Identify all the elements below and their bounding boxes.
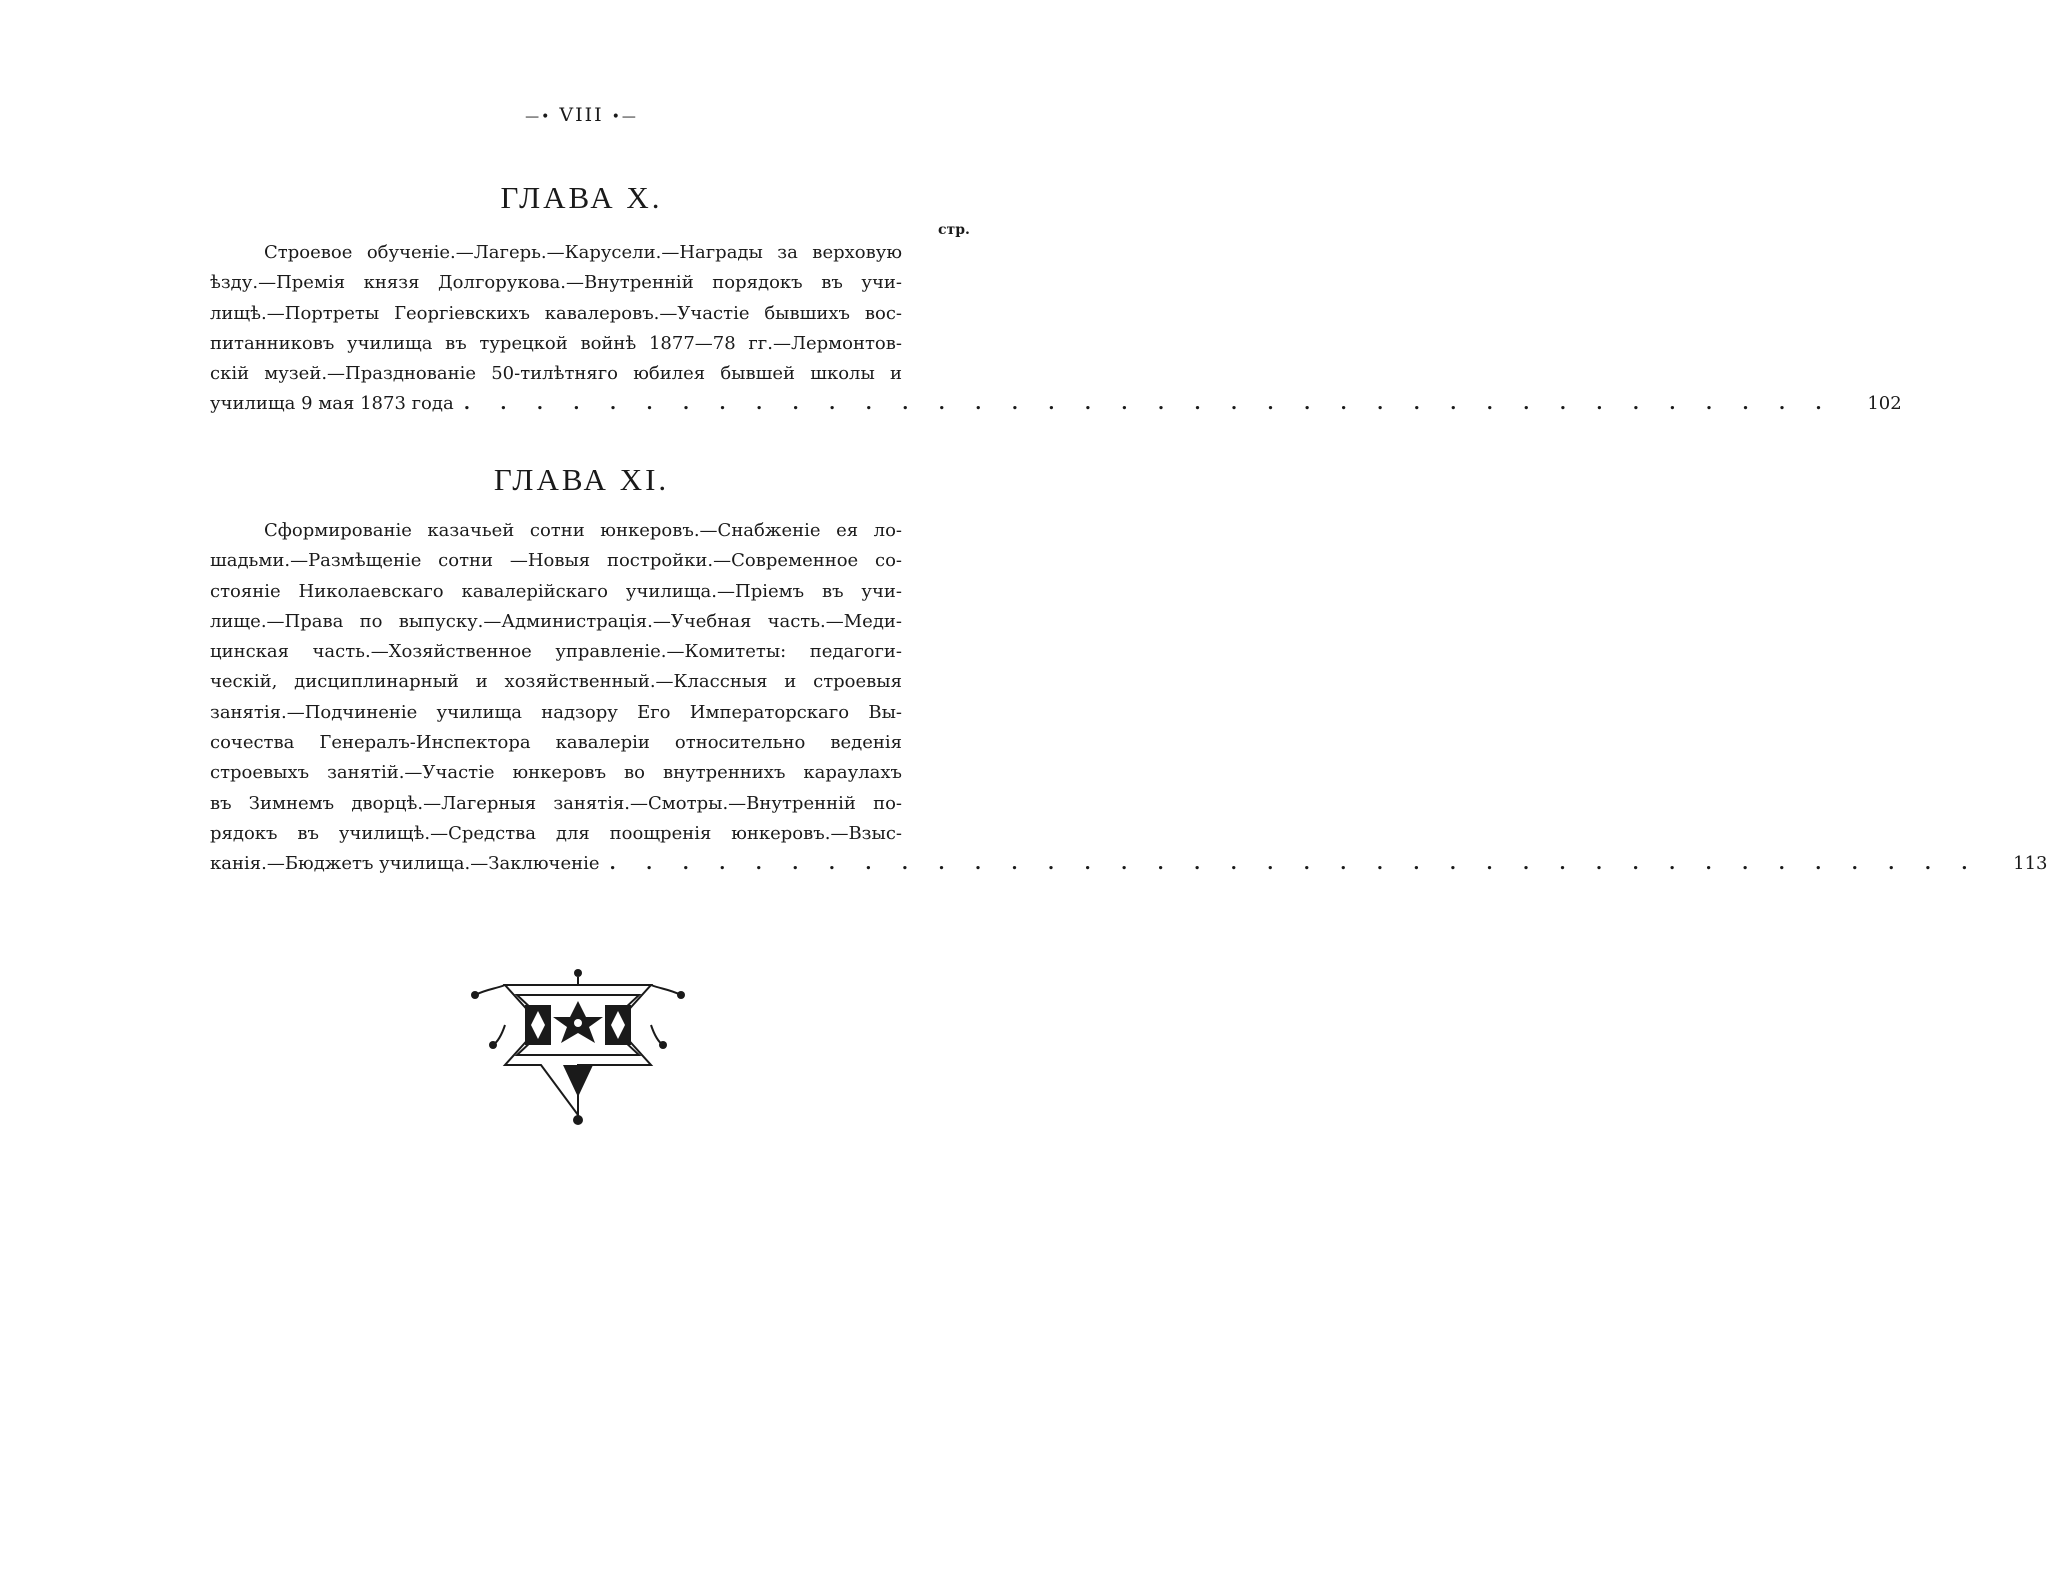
- dot-leader: . . . . . . . . . . . . . . . . . . . . . . . . . . . . . . . . . . . . . .: [609, 853, 1980, 875]
- tailpiece-ornament: [465, 965, 691, 1130]
- toc-line: [210, 238, 970, 268]
- toc-line: [210, 758, 970, 788]
- chapter-11-title: ГЛАВА XI.: [493, 462, 670, 497]
- toc-line-text: лищѣ.—Портреты Георгіевскихъ кавалеровъ.—Участіе бывшихъ вос-: [210, 302, 902, 324]
- toc-line-text: шадьми.—Размѣщеніе сотни —Новыя постройки.—Современное со-: [210, 550, 902, 572]
- toc-line-text: скій музей.—Празднованіе 50-тилѣтняго юбилея бывшей школы и: [210, 363, 902, 385]
- toc-line: [210, 359, 970, 389]
- page-number-text: VIII: [559, 104, 604, 126]
- ornament-dash-left: —•: [525, 109, 552, 125]
- toc-line-text: Сформированіе казачьей сотни юнкеровъ.—Снабженіе ея ло-: [264, 520, 902, 541]
- toc-line-text: занятія.—Подчиненіе училища надзору Его Императорскаго Вы-: [210, 701, 902, 723]
- page-column-header: стр.: [938, 222, 970, 238]
- toc-line-text: сочества Генералъ-Инспектора кавалеріи относительно веденія: [210, 732, 902, 754]
- chapter-11-page: 113: [2013, 853, 2048, 875]
- toc-line-text: ѣзду.—Премія князя Долгорукова.—Внутренній порядокъ въ учи-: [210, 272, 902, 294]
- toc-line-text: рядокъ въ училищѣ.—Средства для поощренія юнкеровъ.—Взыс-: [210, 822, 902, 844]
- toc-line: [210, 728, 970, 758]
- toc-line-last: [210, 849, 2048, 879]
- toc-line: [210, 299, 970, 329]
- page-number: [0, 104, 1163, 126]
- toc-line: [210, 329, 970, 359]
- toc-line-text: строевыхъ занятій.—Участіе юнкеровъ во внутреннихъ караулахъ: [210, 762, 902, 784]
- toc-line-text: канія.—Бюджетъ училища.—Заключеніе: [210, 853, 600, 875]
- toc-line-text: училища 9 мая 1873 года: [210, 393, 454, 415]
- toc-line: [210, 637, 970, 667]
- toc-line-last: [210, 389, 1902, 419]
- chapter-10-title: ГЛАВА X.: [500, 180, 663, 215]
- dot-leader: . . . . . . . . . . . . . . . . . . . . . . . . . . . . . . . . . . . . . .: [463, 393, 1834, 415]
- chapter-11-entry: [210, 516, 2048, 880]
- toc-line-text: Строевое обученіе.—Лагерь.—Карусели.—Награды за верховую: [264, 242, 902, 263]
- toc-line-text: лище.—Права по выпуску.—Администрація.—Учебная часть.—Меди-: [210, 610, 902, 632]
- toc-line: [210, 789, 970, 819]
- toc-line-text: въ Зимнемъ дворцѣ.—Лагерныя занятія.—Смотры.—Внутренній по-: [210, 792, 902, 814]
- toc-line-text: цинская часть.—Хозяйственное управленіе.—Комитеты: педагоги-: [210, 641, 902, 663]
- toc-line: [210, 698, 970, 728]
- ornament-dash-right: •—: [611, 109, 638, 125]
- toc-line: [210, 546, 970, 576]
- toc-line-text: стояніе Николаевскаго кавалерійскаго училища.—Пріемъ въ учи-: [210, 580, 902, 602]
- chapter-10-page: 102: [1867, 393, 1902, 415]
- toc-line: [210, 667, 970, 697]
- toc-line: [210, 516, 970, 546]
- toc-line: [210, 819, 970, 849]
- toc-line: [210, 607, 970, 637]
- toc-line-text: ческій, дисциплинарный и хозяйственный.—Классныя и строевыя: [210, 671, 902, 693]
- chapter-10-entry: [210, 238, 1902, 420]
- toc-line: [210, 268, 970, 298]
- toc-line: [210, 577, 970, 607]
- toc-line-text: питанниковъ училища въ турецкой войнѣ 1877—78 гг.—Лермонтов-: [210, 332, 902, 354]
